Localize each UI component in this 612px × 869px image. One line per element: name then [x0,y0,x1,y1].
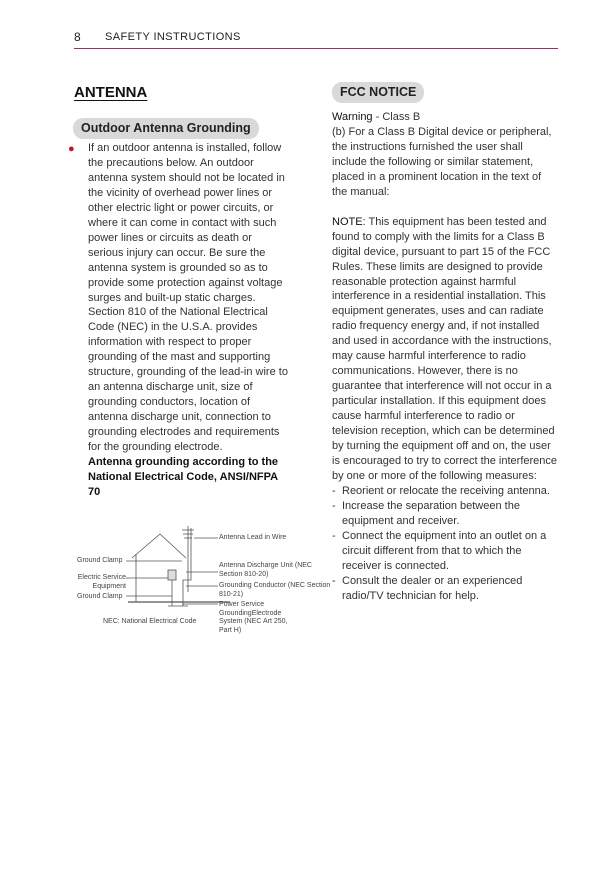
fcc-body [332,110,558,604]
diagram-label-grounding-conductor: Grounding Conductor (NEC Section 810-21) [219,582,331,598]
diagram-label-discharge-unit: Antenna Discharge Unit (NEC Section 810-20) [219,562,312,578]
fcc-measures-list [332,484,558,604]
diagram-label-ground-clamp-top: Ground Clamp [77,557,123,564]
fcc-notice-heading: FCC NOTICE [332,82,424,103]
list-item: - Consult the dealer or an experienced radio/TV technician for help. [332,574,523,602]
diagram-label-nec: NEC: National Electrical Code [103,618,197,625]
diagram-label-power-service: Power Service GroundingElectrode System (NEC Art 250, Part H) [219,601,288,634]
page-number: 8 [74,30,81,44]
antenna-grounding-diagram [70,520,332,640]
bullet-icon: ● [68,143,75,155]
antenna-body [88,141,288,500]
list-item: - Reorient or relocate the receiving antenna. [332,484,550,497]
section-title: SAFETY INSTRUCTIONS [105,31,241,43]
page-header [74,30,558,49]
fcc-note-paragraph [332,215,558,484]
warning-label: Warning [332,111,373,123]
fcc-warning-line [332,110,558,125]
antenna-paragraph: If an outdoor antenna is installed, follow the precautions below. An outdoor antenna system should not be located in the vicinity of overhead power lines or other electric light or power circuits, or where it can come in contact with such power lines or circuits as death or serious injury can occur. Be sure the antenna system is grounded so as to provide some protection against voltage surges and built-up static charges. Section 810 of the National Electrical Code (NEC) in the U.S.A. provides information with respect to proper grounding of the mast and supporting structure, grounding of the lead-in wire to an antenna discharge unit, size of grounding conductors, location of antenna discharge unit, connection to grounding electrodes and requirements for the grounding electrode. [88,142,288,454]
diagram-label-ground-clamp-bottom: Ground Clamp [77,593,123,600]
list-item: - Connect the equipment into an outlet on a circuit different from that to which the receiver is connected. [332,529,547,572]
note-body: : This equipment has been tested and found to comply with the limits for a Class B digital device, pursuant to part 15 of the FCC Rules. These limits are designed to provide reasonable protection against harmful interference in a residential installation. This equipment generates, uses and can radiate radio frequency energy and, if not installed and used in accordance with the instructions, may cause harmful interference to radio communications. However, there is no guarantee that interference will not occur in a particular installation. If this equipment does cause harmful interference to radio or television reception, which can be determined by turning the equipment off and on, the user is encouraged to try to correct the interference by one or more of the following measures: [332,215,558,482]
warning-class: - Class B [372,111,421,123]
list-item: - Increase the separation between the equipment and receiver. [332,499,520,527]
antenna-grounding-title: Antenna grounding according to the National Electrical Code, ANSI/NFPA 70 [88,456,279,498]
antenna-heading: ANTENNA [74,84,148,101]
fcc-warning-body: (b) For a Class B Digital device or peripheral, the instructions furnished the user shall include the following or similar statement, placed in a prominent location in the text of the manual: [332,125,552,198]
note-label: NOTE [332,215,363,228]
diagram-label-lead-in: Antenna Lead in Wire [219,534,287,541]
diagram-label-electric-service: Electric Service Equipment [77,574,126,590]
outdoor-antenna-grounding-subheading: Outdoor Antenna Grounding [73,118,259,139]
